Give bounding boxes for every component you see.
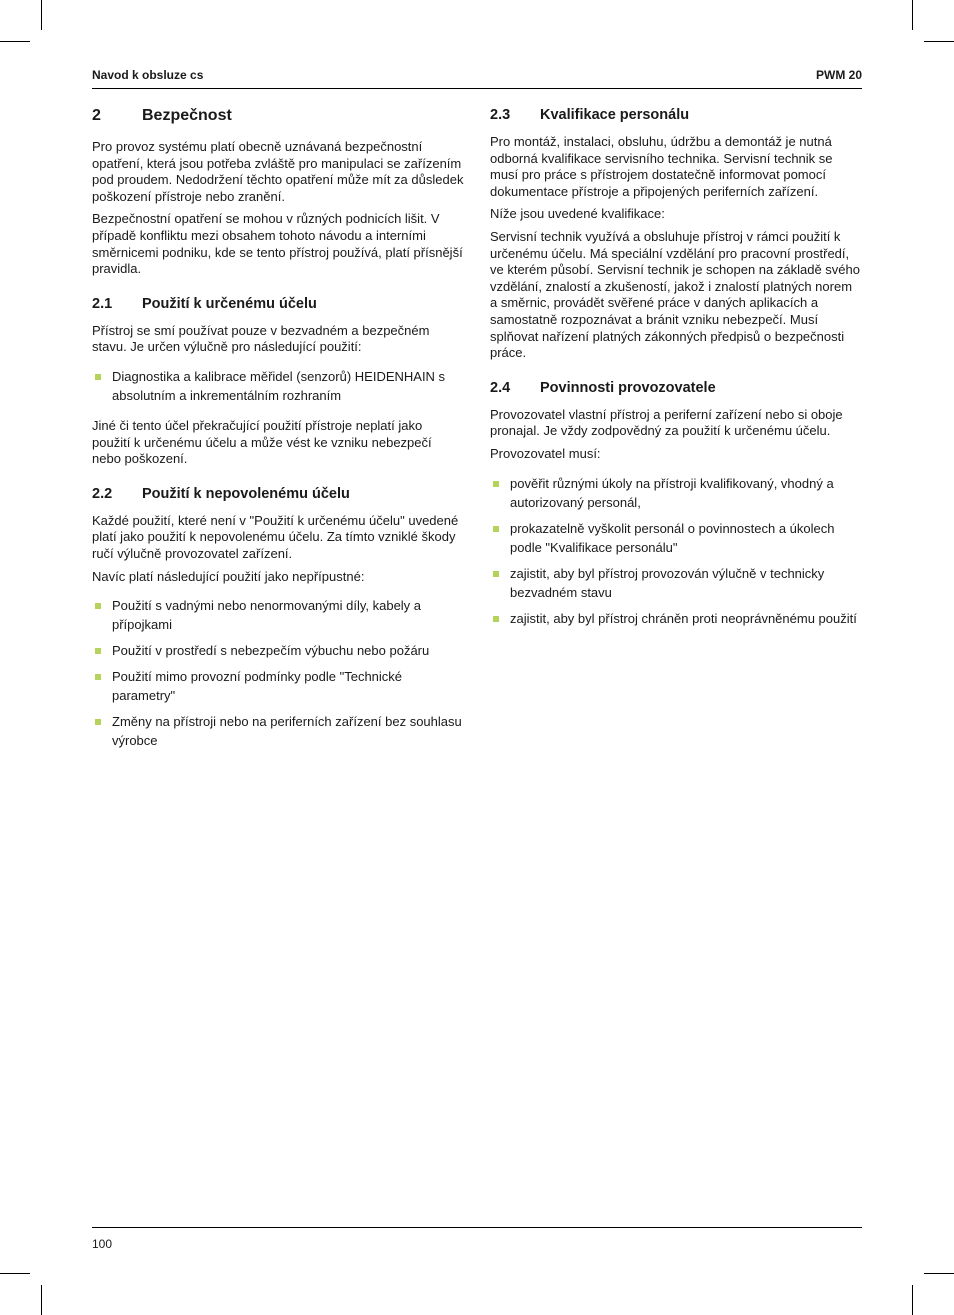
bullet-list [92,596,464,750]
crop-mark [924,1273,954,1274]
subsection-title: Povinnosti provozovatele [540,379,716,396]
section-number: 2 [92,107,101,124]
subsection-heading [92,295,464,313]
crop-mark [912,0,913,30]
subsection-heading [490,379,862,397]
list-item: prokazatelně vyškolit personál o povinnostech a úkolech podle "Kvalifikace personálu" [490,519,862,557]
paragraph: Navíc platí následující použití jako nepřípustné: [92,568,365,584]
page-header [92,68,862,89]
bullet-square-icon [493,526,499,532]
bullet-list [490,474,862,628]
bullet-square-icon [493,571,499,577]
crop-mark [924,41,954,42]
bullet-square-icon [493,616,499,622]
paragraph: Servisní technik využívá a obsluhuje přístroj v rámci použití k určenému účelu. Má speciální vzdělání pro pracovní prostředí, ve kterém působí. Servisní technik je schopen na základě svého vzdělání, znalostí a zkušeností, jakož i znalostí platných norem a směrnic, provádět svěřené práce v daných aplikacích a samostatně rozpoznávat a bránit vzniku nebezpečí. Musí splňovat nařízení platných zákonných předpisů o bezpečnosti práce. [490,228,860,361]
paragraph: Pro provoz systému platí obecně uznávaná bezpečnostní opatření, která jsou potřeba zvláště pro manipulaci se zařízením pod proudem. Nedodržení těchto opatření může mít za důsledek poškození přístroje nebo zranění. [92,139,464,204]
subsection-heading [490,106,862,124]
paragraph: Provozovatel musí: [490,445,601,461]
section-title: Bezpečnost [142,107,232,124]
product-name: PWM 20 [815,68,862,82]
subsection-number: 2.1 [92,295,113,312]
subsection-title: Použití k určenému účelu [142,295,317,312]
bullet-square-icon [95,603,101,609]
bullet-square-icon [95,674,101,680]
subsection-title: Kvalifikace personálu [540,107,690,123]
manual-title: Navod k obsluze cs [92,68,204,82]
left-column [92,106,464,768]
crop-mark [41,0,42,30]
right-column [490,106,862,646]
page-footer [92,1227,862,1251]
crop-mark [0,41,30,42]
list-item: zajistit, aby byl přístroj chráněn proti neoprávněnému použití [490,609,862,628]
paragraph: Níže jsou uvedené kvalifikace: [490,206,665,222]
bullet-square-icon [95,374,101,380]
list-item: Změny na přístroji nebo na periferních zařízení bez souhlasu výrobce [92,712,464,750]
list-item: pověřit různými úkoly na přístroji kvalifikovaný, vhodný a autorizovaný personál, [490,474,862,512]
paragraph: Jiné či tento účel překračující použití přístroje neplatí jako použití k určenému účelu a může vést ke vzniku nebezpečí nebo poškození. [92,417,432,467]
crop-mark [912,1285,913,1315]
list-item: Použití s vadnými nebo nenormovanými díly, kabely a přípojkami [92,596,464,634]
subsection-heading [92,485,464,503]
list-item: Diagnostika a kalibrace měřidel (senzorů) HEIDENHAIN s absolutním a inkrementálním rozhraním [92,367,464,405]
bullet-square-icon [493,481,499,487]
bullet-square-icon [95,648,101,654]
page-number: 100 [92,1237,113,1251]
list-item: zajistit, aby byl přístroj provozován výlučně v technicky bezvadném stavu [490,564,862,602]
subsection-number: 2.3 [490,107,511,123]
section-heading [92,106,464,126]
crop-mark [41,1285,42,1315]
paragraph: Bezpečnostní opatření se mohou v různých podnicích lišit. V případě konfliktu mezi obsahem tohoto návodu a interními směrnicemi podniku, kde se tento přístroj používá, platí přísnější pravidla. [92,211,463,277]
paragraph: Každé použití, které není v "Použití k určenému účelu" uvedené platí jako použití k nepovolenému účelu. Za tímto vzniklé škody ručí výlučně provozovatel zařízení. [92,512,459,561]
bullet-list [92,367,464,405]
paragraph: Přístroj se smí používat pouze v bezvadném a bezpečném stavu. Je určen výlučně pro následující použití: [92,322,430,355]
list-item: Použití mimo provozní podmínky podle "Technické parametry" [92,667,464,705]
subsection-title: Použití k nepovolenému účelu [142,485,350,502]
subsection-number: 2.2 [92,485,113,502]
bullet-square-icon [95,719,101,725]
subsection-number: 2.4 [490,379,511,396]
paragraph: Pro montáž, instalaci, obsluhu, údržbu a demontáž je nutná odborná kvalifikace servisního technika. Servisní technik se musí pro práce s přístrojem dostatečně informovat pomocí dokumentace přístroje a připojených periferních zařízení. [490,134,833,199]
crop-mark [0,1273,30,1274]
list-item: Použití v prostředí s nebezpečím výbuchu nebo požáru [92,641,464,660]
paragraph: Provozovatel vlastní přístroj a periferní zařízení nebo si oboje pronajal. Je vždy zodpovědný za použití k určenému účelu. [490,406,843,439]
